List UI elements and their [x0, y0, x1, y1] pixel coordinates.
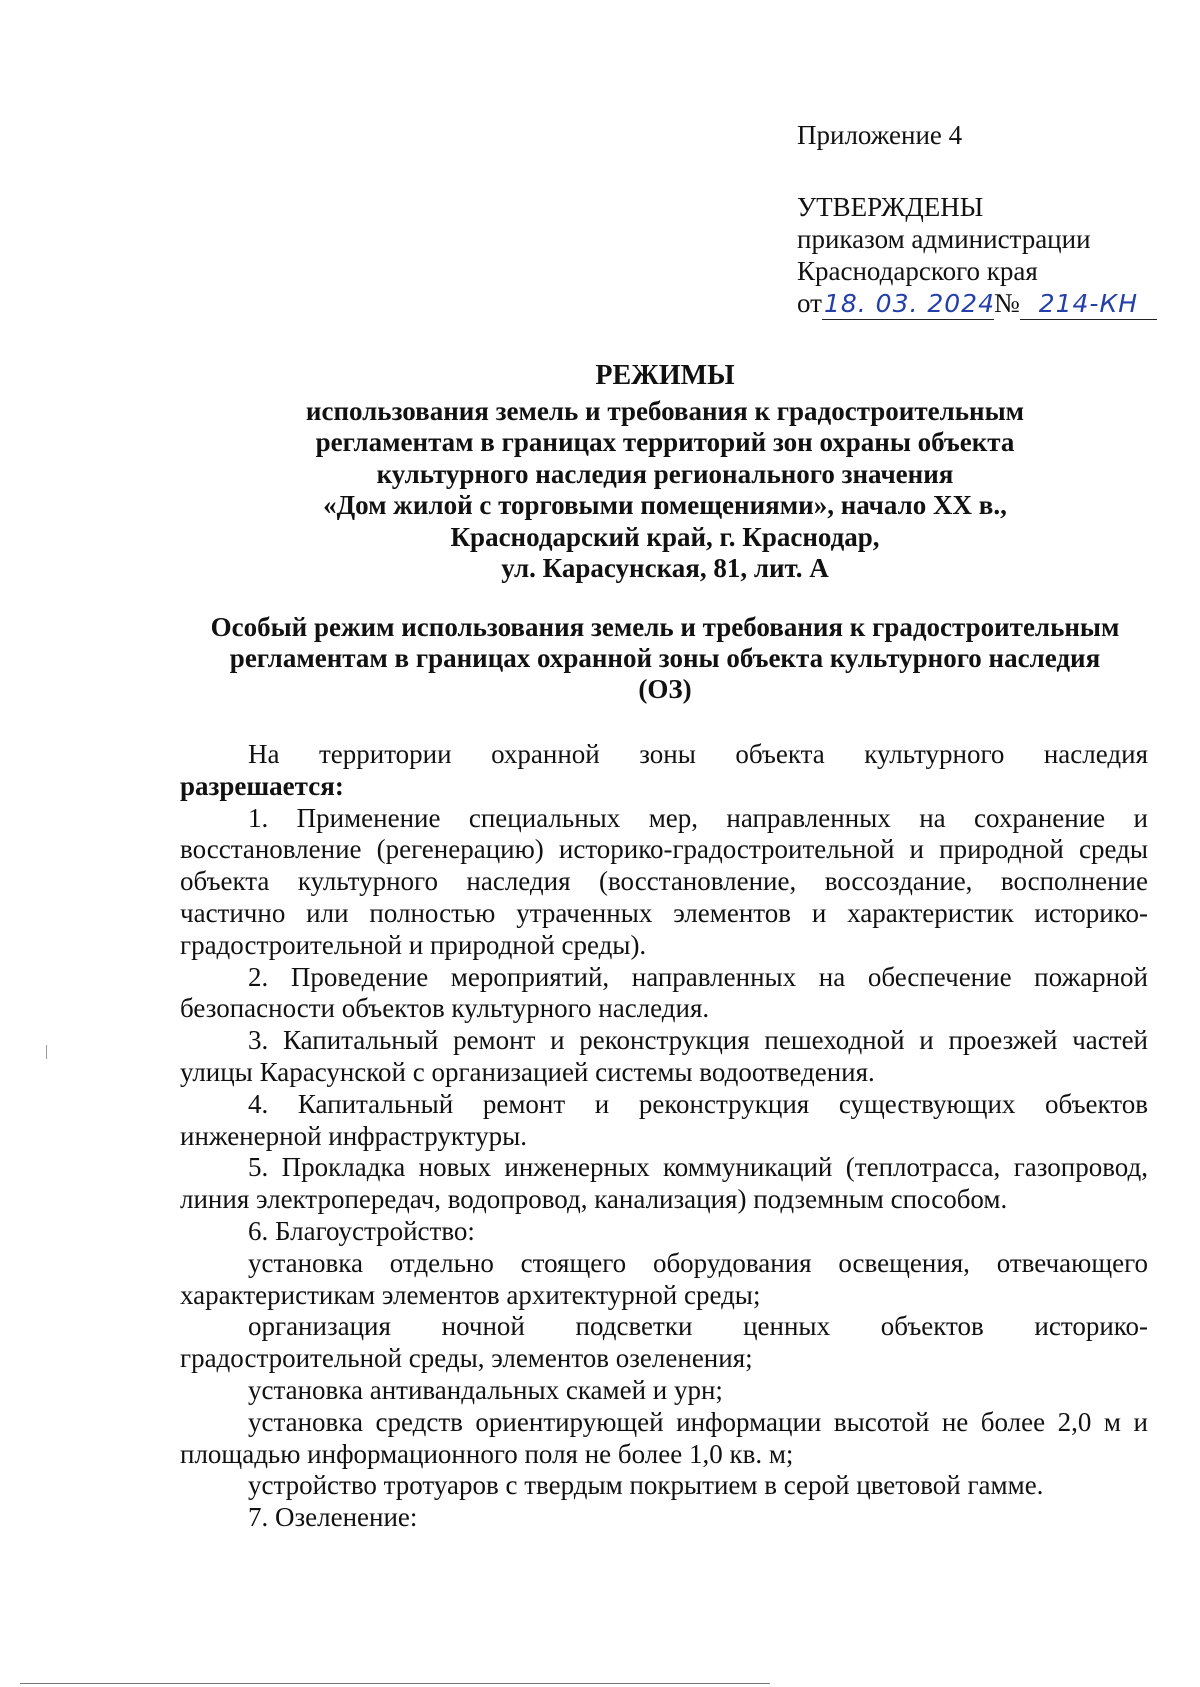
- list-item: организация ночной подсветки ценных объектов историко-градостроительной среды, элементов озеленения;: [180, 1311, 1148, 1374]
- list-item: установка средств ориентирующей информации высотой не более 2,0 м и площадью информационного поля не более 1,0 кв. м;: [180, 1406, 1148, 1469]
- list-item: устройство тротуаров с твердым покрытием в серой цветовой гамме.: [248, 1470, 1044, 1501]
- title-line: «Дом жилой с торговыми помещениями», начало XX в.,: [323, 490, 1007, 520]
- list-item: 7. Озеленение:: [248, 1502, 418, 1533]
- order-line: [797, 288, 1157, 320]
- list-item: установка антивандальных скамей и урн;: [248, 1374, 723, 1405]
- order-from-label: от: [797, 288, 822, 318]
- list-item: 6. Благоустройство:: [248, 1215, 475, 1246]
- list-item: 3. Капитальный ремонт и реконструкция пешеходной и проезжей частей улицы Карасунской с организацией системы водоотведения.: [180, 1025, 1148, 1087]
- intro-bold-text: разрешается:: [180, 770, 344, 801]
- title-line: регламентам в границах территорий зон охраны объекта: [315, 427, 1015, 457]
- list-item: 1. Применение специальных мер, направленных на сохранение и восстановление (регенерацию) историко-градостроительной и природной среды объекта культурного наследия (восстановление, воссоздание, восполнение частично или полностью утраченных элементов и характеристик историко-градостроительной и природной среды).: [180, 802, 1148, 960]
- approved-region: Краснодарского края: [797, 256, 1038, 286]
- document-title: [180, 360, 1150, 585]
- list-item: 4. Капитальный ремонт и реконструкция существующих объектов инженерной инфраструктуры.: [180, 1088, 1148, 1151]
- section-title: [180, 612, 1150, 705]
- order-date-handwritten: 18. 03. 2024: [823, 289, 995, 318]
- title-line: использования земель и требования к градостроительным: [305, 395, 1025, 426]
- footer-rule: [20, 1683, 770, 1684]
- title-line: ул. Карасунская, 81, лит. А: [501, 553, 829, 583]
- title-line: культурного наследия регионального значения: [376, 458, 954, 489]
- appendix-label: Приложение 4: [797, 120, 963, 150]
- section-title-line: (ОЗ): [638, 674, 692, 704]
- document-body: [180, 739, 1148, 1534]
- section-title-line: Особый режим использования земель и требования к градостроительным: [210, 612, 1120, 642]
- scan-edge-mark: [46, 1045, 47, 1059]
- list-item: установка отдельно стоящего оборудования освещения, отвечающего характеристикам элементов архитектурной среды;: [180, 1247, 1148, 1310]
- list-item: 2. Проведение мероприятий, направленных на обеспечение пожарной безопасности объектов культурного наследия.: [180, 961, 1148, 1024]
- intro-bold-paragraph: [180, 771, 1148, 803]
- approval-block: [797, 192, 1157, 320]
- intro-paragraph: [180, 739, 1148, 771]
- list-item: 5. Прокладка новых инженерных коммуникаций (теплотрасса, газопровод, линия электропередач, водопровод, канализация) подземным способом.: [180, 1152, 1148, 1215]
- title-main: РЕЖИМЫ: [595, 360, 735, 391]
- intro-text: На территории охранной зоны объекта культурного наследия: [248, 739, 1148, 769]
- approved-word: УТВЕРЖДЕНЫ: [797, 192, 984, 222]
- title-line: Краснодарский край, г. Краснодар,: [450, 521, 880, 552]
- approved-by-order: приказом администрации: [797, 224, 1091, 254]
- section-title-line: регламентам в границах охранной зоны объекта культурного наследия: [229, 643, 1101, 673]
- order-number-handwritten: 214-КН: [1020, 289, 1157, 320]
- order-number-label: №: [993, 288, 1020, 318]
